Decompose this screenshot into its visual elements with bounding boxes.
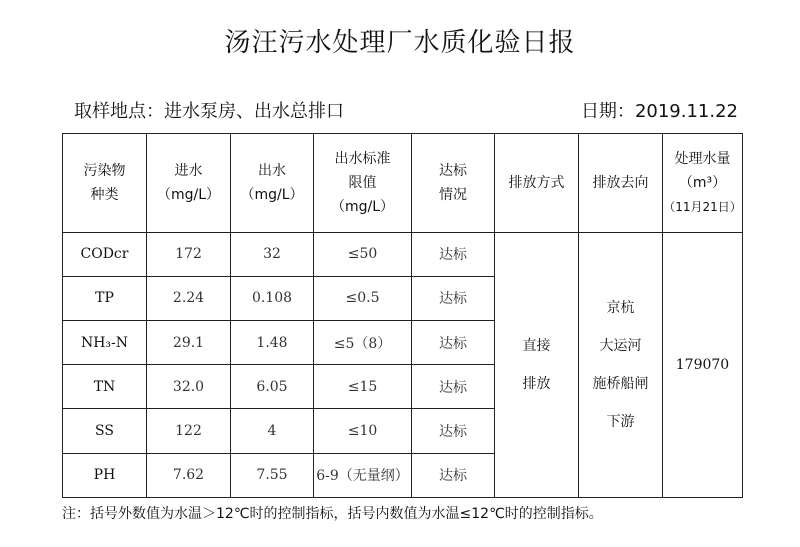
status-cell: 达标	[412, 276, 495, 320]
pollutant-cell: SS	[63, 409, 147, 453]
header-pollutant-line1: 污染物	[83, 162, 126, 179]
discharge-destination-cell	[579, 232, 663, 497]
outflow-cell: 6.05	[231, 365, 314, 409]
water-quality-table	[62, 133, 743, 498]
discharge-destination-line2: 大运河	[599, 337, 642, 354]
outflow-cell: 4	[231, 409, 314, 453]
inflow-cell: 29.1	[147, 321, 231, 365]
pollutant-cell: PH	[63, 453, 147, 497]
limit-cell: ≤50	[314, 232, 412, 276]
header-volume-line3: （11月21日）	[663, 199, 742, 214]
footnote: 注：括号外数值为水温＞12℃时的控制指标，括号内数值为水温≤12℃时的控制指标。	[62, 506, 603, 522]
sampling-location: 取样地点：进水泵房、出水总排口	[74, 101, 344, 122]
header-outflow-line1: 出水	[258, 162, 286, 179]
header-pollutant	[63, 134, 147, 233]
pollutant-cell: CODcr	[63, 232, 147, 276]
inflow-cell: 2.24	[147, 276, 231, 320]
header-volume-line1: 处理水量	[674, 150, 731, 167]
header-outflow	[231, 134, 314, 233]
outflow-cell: 7.55	[231, 453, 314, 497]
header-status	[412, 134, 495, 233]
header-discharge-method: 排放方式	[495, 134, 579, 233]
pollutant-cell: TN	[63, 365, 147, 409]
header-pollutant-line2: 种类	[90, 186, 119, 203]
pollutant-cell: TP	[63, 276, 147, 320]
inflow-cell: 122	[147, 409, 231, 453]
header-inflow-line2: （mg/L）	[156, 186, 221, 203]
status-cell: 达标	[412, 232, 495, 276]
discharge-method-line1: 直接	[522, 337, 551, 354]
status-cell: 达标	[412, 453, 495, 497]
table-row	[63, 232, 743, 276]
header-status-line1: 达标	[439, 162, 467, 179]
header-limit-line2: 限值	[348, 174, 377, 191]
limit-cell: ≤10	[314, 409, 412, 453]
pollutant-cell: NH₃-N	[63, 321, 147, 365]
inflow-cell: 172	[147, 232, 231, 276]
header-status-line2: 情况	[439, 186, 467, 203]
header-inflow	[147, 134, 231, 233]
limit-cell: ≤15	[314, 365, 412, 409]
status-cell: 达标	[412, 321, 495, 365]
date-value: 2019.11.22	[634, 101, 738, 122]
discharge-method-cell	[495, 232, 579, 497]
outflow-cell: 0.108	[231, 276, 314, 320]
header-limit-line1: 出水标准	[334, 150, 391, 167]
limit-cell: 6-9（无量纲）	[314, 453, 412, 497]
status-cell: 达标	[412, 409, 495, 453]
discharge-destination-line4: 下游	[606, 413, 635, 430]
discharge-method-line2: 排放	[522, 375, 551, 392]
discharge-destination-line3: 施桥船闸	[592, 375, 649, 392]
header-volume-line2: （m³）	[678, 174, 727, 191]
header-row	[63, 134, 743, 233]
outflow-cell: 1.48	[231, 321, 314, 365]
header-outflow-line2: （mg/L）	[240, 186, 304, 203]
inflow-cell: 7.62	[147, 453, 231, 497]
limit-cell: ≤5（8）	[314, 321, 412, 365]
header-limit	[314, 134, 412, 233]
date-label: 日期：	[580, 101, 635, 122]
report-title: 汤汪污水处理厂水质化验日报	[224, 28, 576, 58]
limit-cell: ≤0.5	[314, 276, 412, 320]
header-inflow-line1: 进水	[174, 162, 203, 179]
inflow-cell: 32.0	[147, 365, 231, 409]
header-discharge-destination: 排放去向	[579, 134, 663, 233]
outflow-cell: 32	[231, 232, 314, 276]
report-date	[581, 97, 738, 123]
status-cell: 达标	[412, 365, 495, 409]
discharge-destination-line1: 京杭	[606, 299, 635, 316]
header-limit-line3: （mg/L）	[330, 198, 395, 215]
treated-volume-cell: 179070	[663, 232, 743, 497]
header-volume	[663, 134, 743, 233]
